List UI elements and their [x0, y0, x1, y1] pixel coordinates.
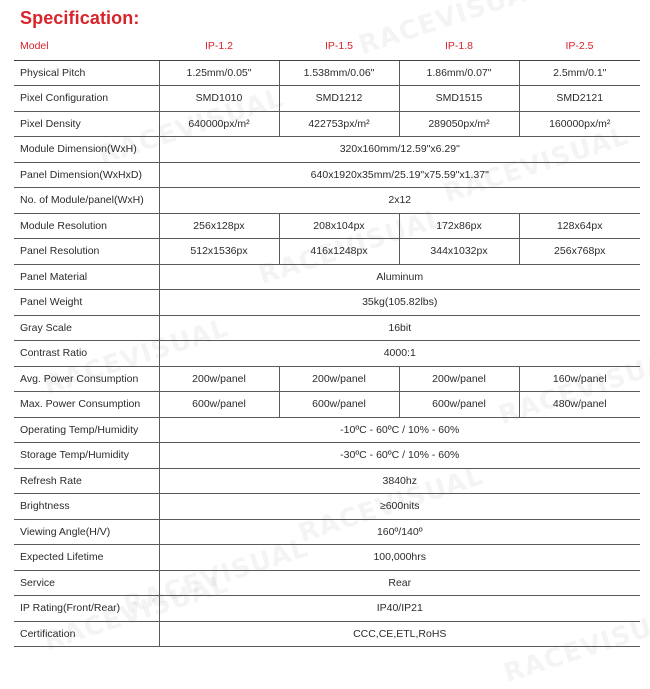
row-value-merged: 2x12	[159, 188, 640, 214]
table-row	[14, 443, 640, 469]
row-value-merged: 100,000hrs	[159, 545, 640, 571]
row-value: 480w/panel	[519, 392, 640, 418]
table-row	[14, 239, 640, 265]
table-row	[14, 137, 640, 163]
row-value: SMD2121	[519, 86, 640, 112]
row-value: 1.25mm/0.05"	[159, 60, 279, 86]
row-value: 600w/panel	[279, 392, 399, 418]
row-value-merged: -10ºC - 60ºC / 10% - 60%	[159, 417, 640, 443]
table-row	[14, 545, 640, 571]
row-value-merged: Aluminum	[159, 264, 640, 290]
row-value: 344x1032px	[399, 239, 519, 265]
row-label: Panel Weight	[14, 290, 159, 316]
row-value: 200w/panel	[279, 366, 399, 392]
row-value-merged: IP40/IP21	[159, 596, 640, 622]
row-value-merged: 160º/140º	[159, 519, 640, 545]
row-value-merged: 320x160mm/12.59"x6.29"	[159, 137, 640, 163]
header-model: IP-1.8	[399, 33, 519, 60]
row-value: SMD1515	[399, 86, 519, 112]
table-row	[14, 341, 640, 367]
row-value: 128x64px	[519, 213, 640, 239]
row-value: 1.538mm/0.06"	[279, 60, 399, 86]
spec-table	[14, 33, 640, 647]
table-row	[14, 111, 640, 137]
row-value: SMD1010	[159, 86, 279, 112]
page-title: Specification:	[20, 8, 140, 28]
row-value: 422753px/m²	[279, 111, 399, 137]
header-model: IP-2.5	[519, 33, 640, 60]
row-label: Pixel Configuration	[14, 86, 159, 112]
row-label: Brightness	[14, 494, 159, 520]
row-value-merged: 16bit	[159, 315, 640, 341]
row-label: Avg. Power Consumption	[14, 366, 159, 392]
row-value: 600w/panel	[159, 392, 279, 418]
row-value: 416x1248px	[279, 239, 399, 265]
table-row	[14, 392, 640, 418]
row-value-merged: 640x1920x35mm/25.19"x75.59"x1.37"	[159, 162, 640, 188]
table-row	[14, 519, 640, 545]
row-label: Max. Power Consumption	[14, 392, 159, 418]
table-row	[14, 86, 640, 112]
row-label: Physical Pitch	[14, 60, 159, 86]
row-value: 640000px/m²	[159, 111, 279, 137]
row-value: 256x128px	[159, 213, 279, 239]
row-value-merged: Rear	[159, 570, 640, 596]
row-label: Refresh Rate	[14, 468, 159, 494]
header-row	[14, 33, 640, 60]
row-value-merged: 3840hz	[159, 468, 640, 494]
header-model-label: Model	[14, 33, 159, 60]
table-row	[14, 162, 640, 188]
row-value: 256x768px	[519, 239, 640, 265]
row-label: Panel Resolution	[14, 239, 159, 265]
table-row	[14, 494, 640, 520]
row-value-merged: 35kg(105.82lbs)	[159, 290, 640, 316]
table-row	[14, 366, 640, 392]
row-label: Panel Material	[14, 264, 159, 290]
row-label: Contrast Ratio	[14, 341, 159, 367]
row-label: Module Resolution	[14, 213, 159, 239]
row-value-merged: 4000:1	[159, 341, 640, 367]
row-value: SMD1212	[279, 86, 399, 112]
table-row	[14, 315, 640, 341]
table-row	[14, 621, 640, 647]
row-label: IP Rating(Front/Rear)	[14, 596, 159, 622]
row-value-merged: CCC,CE,ETL,RoHS	[159, 621, 640, 647]
row-value-merged: ≥600nits	[159, 494, 640, 520]
row-label: Expected Lifetime	[14, 545, 159, 571]
row-value: 200w/panel	[159, 366, 279, 392]
row-label: Gray Scale	[14, 315, 159, 341]
row-label: Pixel Density	[14, 111, 159, 137]
table-row	[14, 213, 640, 239]
table-row	[14, 570, 640, 596]
row-value-merged: -30ºC - 60ºC / 10% - 60%	[159, 443, 640, 469]
table-row	[14, 290, 640, 316]
row-value: 208x104px	[279, 213, 399, 239]
row-value: 2.5mm/0.1"	[519, 60, 640, 86]
row-value: 160000px/m²	[519, 111, 640, 137]
row-value: 289050px/m²	[399, 111, 519, 137]
row-label: Certification	[14, 621, 159, 647]
row-label: Panel Dimension(WxHxD)	[14, 162, 159, 188]
header-model: IP-1.2	[159, 33, 279, 60]
row-value: 200w/panel	[399, 366, 519, 392]
row-value: 160w/panel	[519, 366, 640, 392]
row-label: No. of Module/panel(WxH)	[14, 188, 159, 214]
row-label: Module Dimension(WxH)	[14, 137, 159, 163]
table-row	[14, 188, 640, 214]
row-value: 1.86mm/0.07"	[399, 60, 519, 86]
row-value: 600w/panel	[399, 392, 519, 418]
row-value: 172x86px	[399, 213, 519, 239]
row-label: Service	[14, 570, 159, 596]
table-row	[14, 596, 640, 622]
header-model: IP-1.5	[279, 33, 399, 60]
table-row	[14, 417, 640, 443]
table-row	[14, 60, 640, 86]
row-label: Viewing Angle(H/V)	[14, 519, 159, 545]
row-label: Storage Temp/Humidity	[14, 443, 159, 469]
spec-table-body	[14, 60, 640, 647]
row-label: Operating Temp/Humidity	[14, 417, 159, 443]
row-value: 512x1536px	[159, 239, 279, 265]
table-row	[14, 264, 640, 290]
table-row	[14, 468, 640, 494]
